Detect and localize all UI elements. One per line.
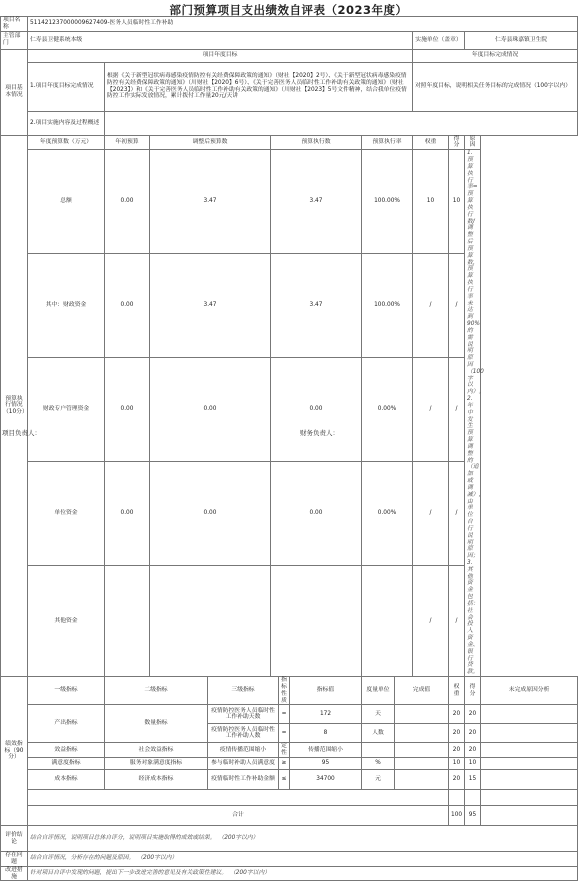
perf-done (395, 705, 449, 724)
budget-row-weight: / (413, 461, 449, 565)
perf-header-nature: 指标性质 (279, 677, 290, 705)
row2-content (105, 111, 578, 135)
row2-label: 2.项目实施内容及过程概述 (28, 111, 105, 135)
total-reason (481, 806, 578, 826)
budget-row-weight: / (413, 358, 449, 462)
perf-blank (481, 790, 578, 806)
perf-weight: 20 (449, 705, 465, 724)
perf-l2: 数量指标 (105, 705, 208, 743)
budget-section-label: 预算执行情况（10分） (1, 135, 28, 676)
perf-reason (481, 743, 578, 758)
total-label: 合计 (28, 806, 449, 826)
perf-score: 20 (465, 724, 481, 743)
perf-nature: = (279, 705, 290, 724)
perf-l2: 服务对象满意度指标 (105, 758, 208, 770)
perf-unit: 天 (362, 705, 395, 724)
perf-score: 20 (465, 743, 481, 758)
impl-unit-label: 实施单位（盖章） (413, 31, 465, 49)
budget-header-exec: 预算执行数 (271, 135, 362, 150)
improve-text: 针对项目自评中发现的问题，提出下一步改进完善的意见及有关政策性建议。 （200字以内） (28, 866, 578, 881)
perf-unit: 元 (362, 770, 395, 790)
perf-done (395, 770, 449, 790)
annual-done-text: 对照年度目标，说明相关任务目标的完成情况（100字以内） (413, 62, 578, 111)
perf-reason (481, 705, 578, 724)
perf-l2: 社会效益指标 (105, 743, 208, 758)
budget-row-score: / (449, 461, 465, 565)
perf-header-l2: 二级指标 (105, 677, 208, 705)
perf-header-unit: 度量单位 (362, 677, 395, 705)
perf-weight: 20 (449, 770, 465, 790)
perf-score: 10 (465, 758, 481, 770)
budget-row-weight: 10 (413, 150, 449, 254)
perf-l3: 疫情防控医务人员临时性工作补助人数 (208, 724, 279, 743)
budget-row-score: / (449, 254, 465, 358)
perf-value: 172 (290, 705, 362, 724)
perf-score: 15 (465, 770, 481, 790)
budget-row-label: 财政专户管理资金 (28, 358, 105, 462)
perf-reason (481, 758, 578, 770)
budget-header-reason: 原因 (465, 135, 481, 150)
budget-row-rate: 0.00% (362, 358, 413, 462)
dept-label: 主管部门 (1, 31, 28, 49)
perf-unit: % (362, 758, 395, 770)
budget-row-exec: 0.00 (271, 358, 362, 462)
perf-l3: 疫情临时性工作补助金额 (208, 770, 279, 790)
perf-l1: 效益指标 (28, 743, 105, 758)
total-weight: 100 (449, 806, 465, 826)
perf-l1: 满意度指标 (28, 758, 105, 770)
target-header: 项目年度目标 (28, 49, 413, 62)
budget-row-weight: / (413, 254, 449, 358)
conclusion-text: 结合自评情况，说明项目总体自评分，说明项目实施取得的成效或结果。 （200字以内） (28, 826, 578, 852)
perf-done (395, 743, 449, 758)
budget-row-exec: 0.00 (271, 461, 362, 565)
perf-done (395, 724, 449, 743)
perf-header-reason: 未完成原因分析 (481, 677, 578, 705)
budget-row-adj: 3.47 (150, 150, 271, 254)
perf-nature: ≤ (279, 770, 290, 790)
perf-l3: 疫情防控医务人员临时性工作补助天数 (208, 705, 279, 724)
perf-done (395, 758, 449, 770)
perf-weight: 10 (449, 758, 465, 770)
budget-row-init: 0.00 (105, 358, 150, 462)
conclusion-label: 评价结论 (1, 826, 28, 852)
page-title: 部门预算项目支出绩效自评表（2023年度） (169, 3, 408, 17)
budget-row-adj (150, 565, 271, 676)
done-header: 年度目标完成情况 (413, 49, 578, 62)
perf-l1: 产出指标 (28, 705, 105, 743)
budget-row-weight: / (413, 565, 449, 676)
budget-row-init: 0.00 (105, 254, 150, 358)
budget-row-label: 单位资金 (28, 461, 105, 565)
improve-label: 改进措施 (1, 866, 28, 881)
perf-header-value: 指标值 (290, 677, 362, 705)
perf-l3: 参与临时补助人员满意度 (208, 758, 279, 770)
perf-section-label: 绩效指标（90分） (1, 677, 28, 826)
budget-row-rate: 0.00% (362, 461, 413, 565)
budget-row-rate (362, 565, 413, 676)
dept-value: 仁寿县卫健系统本级 (28, 31, 413, 49)
perf-header-done: 完成值 (395, 677, 449, 705)
perf-l3: 疫情传播范围缩小 (208, 743, 279, 758)
budget-row-init: 0.00 (105, 150, 150, 254)
issues-label: 存在问题 (1, 852, 28, 867)
finance-leader-label: 财务负责人： (300, 429, 339, 437)
budget-row-score: / (449, 358, 465, 462)
budget-row-adj: 0.00 (150, 358, 271, 462)
project-name-label: 项目名称 (1, 17, 28, 32)
annual-target-text: 根据《关于新型冠状病毒感染疫情防控有关经费保障政策的通知》（财社【2020】2号）、《关于新型冠状病毒感染疫情防控有关经费保障政策的通知》（川财社【2020】6号）、《关于完善医务人员临时性工作补助有关政策的通知》（财社【2023】）和《关于完善医务人员临时性工作补助有关政策的通知》（川财社【2023】5号文件精神，结合我单位疫情防控工作实际发放情况，累计拨付工作量20元/天讲 (105, 62, 413, 111)
budget-row-rate: 100.00% (362, 254, 413, 358)
perf-value: 传播范围缩小 (290, 743, 362, 758)
perf-value: 95 (290, 758, 362, 770)
budget-row-init: 0.00 (105, 461, 150, 565)
budget-row-label: 其他资金 (28, 565, 105, 676)
perf-nature: ≥ (279, 758, 290, 770)
budget-row-score: 10 (449, 150, 465, 254)
perf-weight: 20 (449, 724, 465, 743)
project-leader-label: 项目负责人： (2, 429, 41, 437)
budget-row-adj: 3.47 (150, 254, 271, 358)
budget-header-weight: 权重 (413, 135, 449, 150)
budget-row-adj: 0.00 (150, 461, 271, 565)
budget-header-total: 年度预算数（万元） (28, 135, 105, 150)
evaluation-table (0, 16, 578, 881)
issues-text: 结合自评情况，分析存在的问题及原因。 （200字以内） (28, 852, 578, 867)
perf-blank (449, 790, 465, 806)
total-score: 95 (465, 806, 481, 826)
perf-header-score: 得分 (465, 677, 481, 705)
perf-reason (481, 770, 578, 790)
budget-row-label: 总额 (28, 150, 105, 254)
perf-blank (28, 790, 449, 806)
budget-header-init: 年初预算 (105, 135, 150, 150)
budget-row-exec: 3.47 (271, 254, 362, 358)
basic-info-label: 项目基本情况 (1, 49, 28, 135)
perf-unit (362, 743, 395, 758)
budget-row-init (105, 565, 150, 676)
project-name-value: 511421237000009627409-医务人员临时性工作补助 (28, 17, 578, 32)
budget-row-label: 其中：财政资金 (28, 254, 105, 358)
perf-header-weight: 权重 (449, 677, 465, 705)
perf-value: 8 (290, 724, 362, 743)
budget-reason-text: 1.预算执行率=预算执行数/调整后预算数，预算执行率未达到90%的需说明原因（100字以内）。2.年中发生预算调整的（追加或调减），由单位自行说明原因；3.其他资金包括：社会投入资金、银行贷款。 (465, 150, 481, 677)
impl-unit-value: 仁寿县珠嘉镇卫生院 (465, 31, 578, 49)
perf-reason (481, 724, 578, 743)
perf-nature: 定性 (279, 743, 290, 758)
perf-weight: 20 (449, 743, 465, 758)
perf-header-l3: 三级指标 (208, 677, 279, 705)
budget-row-exec (271, 565, 362, 676)
budget-header-rate: 预算执行率 (362, 135, 413, 150)
budget-row-score: / (449, 565, 465, 676)
perf-l1: 成本指标 (28, 770, 105, 790)
perf-header-l1: 一级指标 (28, 677, 105, 705)
row1-label: 1.项目年度目标完成情况 (28, 62, 105, 111)
budget-row-exec: 3.47 (271, 150, 362, 254)
budget-header-adj: 调整后预算数 (150, 135, 271, 150)
budget-header-score: 得分 (449, 135, 465, 150)
perf-unit: 人数 (362, 724, 395, 743)
perf-score: 20 (465, 705, 481, 724)
perf-l2: 经济成本指标 (105, 770, 208, 790)
perf-nature: = (279, 724, 290, 743)
perf-value: 34700 (290, 770, 362, 790)
perf-blank (465, 790, 481, 806)
budget-row-rate: 100.00% (362, 150, 413, 254)
